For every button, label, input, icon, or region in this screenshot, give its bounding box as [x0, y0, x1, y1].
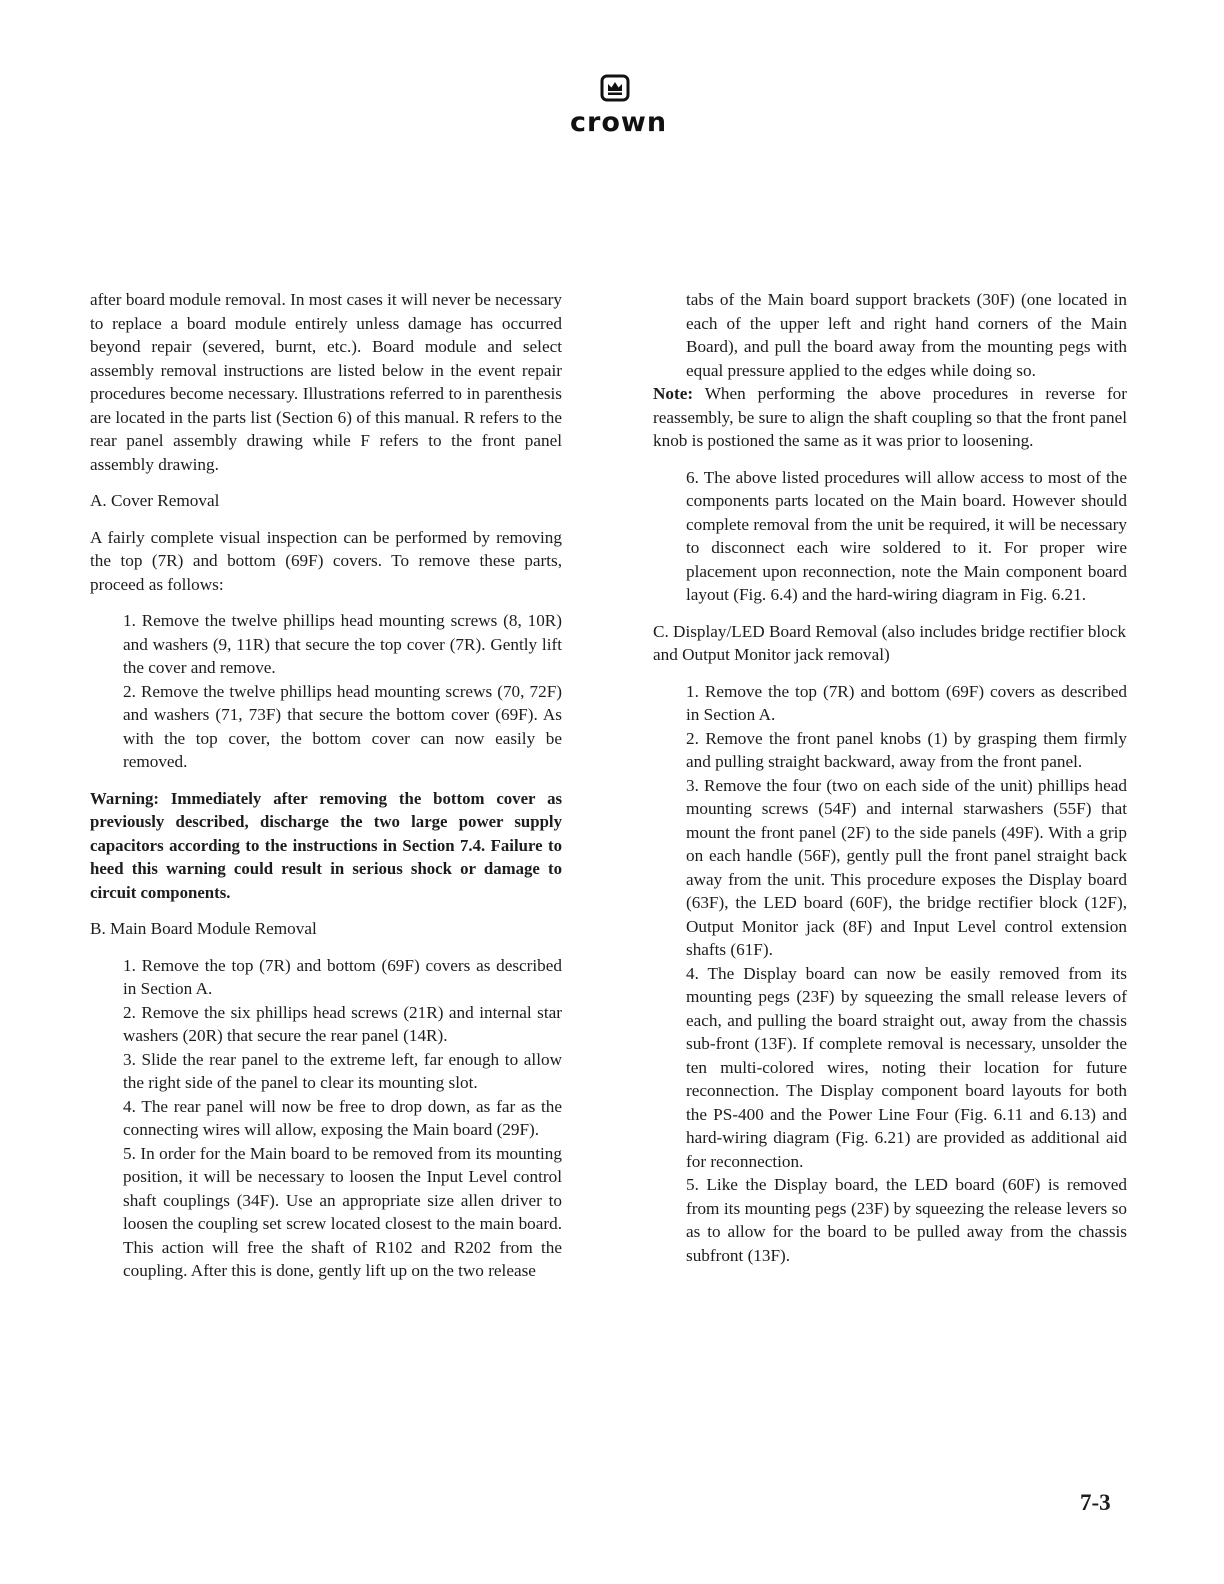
note-paragraph	[653, 382, 1127, 453]
section-b-heading: B. Main Board Module Removal	[90, 919, 317, 938]
list-item: 5. In order for the Main board to be removed from its mounting position, it will be necessary to loosen the Input Level control shaft couplings (34F). Use an appropriate size allen driver to loosen the coupling set screw located closest to the main board. This action will free the shaft of R102 and R202 from the coupling. After this is done, gently lift up on the two release	[123, 1143, 562, 1280]
intro-paragraph: after board module removal. In most cases it will never be necessary to replace a board module entirely unless damage has occurred beyond repair (severed, burnt, etc.). Board module and select assembly removal instructions are listed below in the event repair procedures become necessary. Illustrations referred to in parenthesis are located in the parts list (Section 6) of this manual. R refers to the rear panel assembly drawing while F refers to the front panel assembly drawing.	[90, 290, 562, 474]
crown-logo	[570, 74, 668, 138]
list-item: 2. Remove the front panel knobs (1) by grasping them firmly and pulling straight backward, away from the front panel.	[686, 728, 1127, 771]
section-b-steps	[90, 954, 562, 1283]
step-6-block	[653, 466, 1127, 607]
left-column	[90, 288, 562, 1283]
list-item: 3. Slide the rear panel to the extreme left, far enough to allow the right side of the panel to clear its mounting slot.	[123, 1049, 562, 1092]
section-c-steps	[653, 680, 1127, 1268]
section-a-heading: A. Cover Removal	[90, 491, 220, 510]
continuation-block	[653, 288, 1127, 382]
list-item: 1. Remove the top (7R) and bottom (69F) covers as described in Section A.	[686, 681, 1127, 724]
page-number: 7-3	[1080, 1490, 1111, 1515]
section-c-heading: C. Display/LED Board Removal (also includes bridge rectifier block and Output Monitor jack removal)	[653, 621, 1127, 664]
list-item: 2. Remove the six phillips head screws (21R) and internal star washers (20R) that secure the rear panel (14R).	[123, 1002, 562, 1045]
note-text: When performing the above procedures in reverse for reassembly, be sure to align the shaft coupling so that the front panel knob is postioned the same as it was prior to loosening.	[653, 384, 1127, 450]
list-item: 1. Remove the top (7R) and bottom (69F) covers as described in Section A.	[123, 955, 562, 998]
crown-emblem-icon	[600, 74, 630, 102]
warning-paragraph: Warning: Immediately after removing the bottom cover as previously described, discharge the two large power supply capacitors according to the instructions in Section 7.4. Failure to heed this warning could result in serious shock or damage to circuit components.	[90, 788, 562, 902]
list-item: 4. The Display board can now be easily removed from its mounting pegs (23F) by squeezing the small release levers of each, and pulling the board straight out, away from the chassis sub-front (13F). If complete removal is necessary, unsolder the ten multi-colored wires, noting their location for future reconnection. The Display component board layouts for both the PS-400 and the Power Line Four (Fig. 6.11 and 6.13) and hard-wiring diagram (Fig. 6.21) are provided as additional aid for reconnection.	[686, 963, 1127, 1171]
section-a-intro: A fairly complete visual inspection can be performed by removing the top (7R) and bottom (69F) covers. To remove these parts, proceed as follows:	[90, 527, 562, 594]
list-item: 6. The above listed procedures will allow access to most of the components parts located on the Main board. However should complete removal from the unit be required, it will be necessary to disconnect each wire soldered to it. For proper wire placement upon reconnection, note the Main component board layout (Fig. 6.4) and the hard-wiring diagram in Fig. 6.21.	[686, 467, 1127, 604]
section-a-steps	[90, 609, 562, 774]
list-item: 5. Like the Display board, the LED board (60F) is removed from its mounting pegs (23F) by squeezing the release levers so as to allow for the board to be pulled away from the chassis subfront (13F).	[686, 1175, 1127, 1265]
crown-wordmark: crown	[570, 107, 668, 138]
note-label: Note:	[653, 384, 694, 403]
right-column	[653, 288, 1127, 1267]
list-item: 2. Remove the twelve phillips head mounting screws (70, 72F) and washers (71, 73F) that secure the bottom cover (69F). As with the top cover, the bottom cover can now easily be removed.	[123, 681, 562, 771]
list-item: 3. Remove the four (two on each side of the unit) phillips head mounting screws (54F) and internal starwashers (55F) that mount the front panel (2F) to the side panels (49F). With a grip on each handle (56F), gently pull the front panel straight back away from the unit. This procedure exposes the Display board (63F), the LED board (60F), the bridge rectifier block (12F), Output Monitor jack (8F) and Input Level control extension shafts (61F).	[686, 775, 1127, 959]
list-item: 1. Remove the twelve phillips head mounting screws (8, 10R) and washers (9, 11R) that secure the top cover (7R). Gently lift the cover and remove.	[123, 611, 562, 677]
list-item: 4. The rear panel will now be free to drop down, as far as the connecting wires will allow, exposing the Main board (29F).	[123, 1096, 562, 1139]
continuation-paragraph: tabs of the Main board support brackets (30F) (one located in each of the upper left and right hand corners of the Main Board), and pull the board away from the mounting pegs with equal pressure applied to the edges while doing so.	[686, 290, 1127, 380]
